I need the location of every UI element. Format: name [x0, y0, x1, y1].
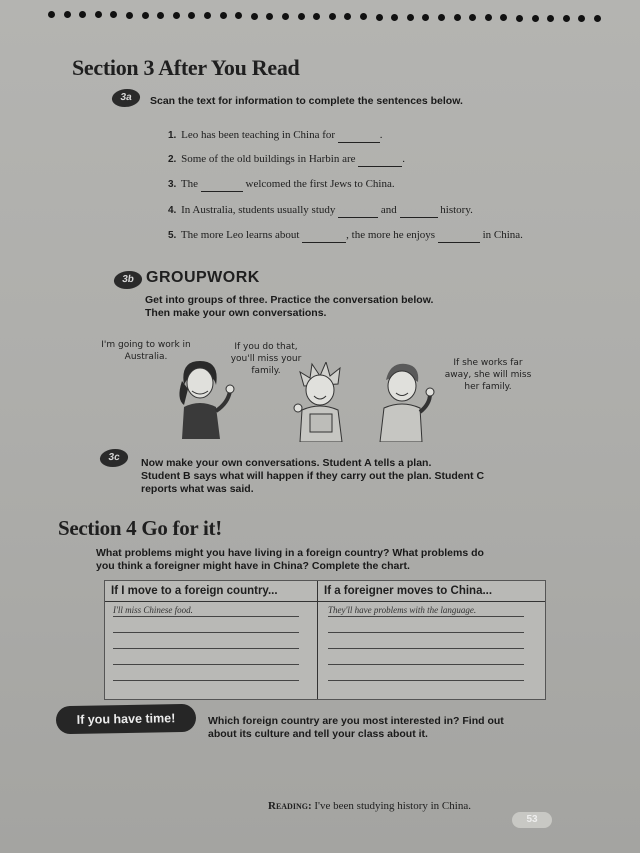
border-dot — [204, 12, 211, 19]
section-3-title: Section 3 After You Read — [72, 55, 300, 80]
chart-column-left — [105, 581, 318, 699]
chart-header-right: If a foreigner moves to China... — [318, 581, 545, 602]
chart-answer-line[interactable] — [328, 653, 524, 665]
border-dot — [235, 12, 242, 19]
bubble-line: If she works far — [453, 358, 523, 368]
sentence-4 — [168, 203, 473, 218]
border-dot — [79, 11, 86, 18]
instruction-3b-line2: Then make your own conversations. — [145, 307, 327, 319]
extra-instruction-line2: about its culture and tell your class about it. — [208, 728, 428, 740]
chart-column-right — [318, 581, 545, 699]
answer-blank[interactable] — [338, 206, 378, 218]
chart-answer-line[interactable] — [113, 653, 299, 665]
border-dot — [516, 15, 523, 22]
bubble-line: her family. — [464, 382, 512, 392]
answer-blank[interactable] — [302, 231, 346, 243]
instruction-3b-line1: Get into groups of three. Practice the conversation below. — [145, 294, 434, 306]
border-dot — [500, 14, 507, 21]
border-dot — [422, 14, 429, 21]
footer-title: I've been studying history in China. — [311, 800, 471, 812]
border-dot — [95, 11, 102, 18]
sentence-1 — [168, 128, 383, 143]
girl-illustration — [170, 355, 240, 440]
border-dot — [344, 13, 351, 20]
sentence-text: welcomed the first Jews to China. — [245, 178, 395, 190]
border-dot — [282, 13, 289, 20]
sentence-text: in China. — [482, 229, 523, 241]
instruction-3c-line2: Student B says what will happen if they carry out the plan. Student C — [141, 470, 485, 482]
if-you-have-time-label: If you have time! — [56, 704, 196, 734]
sentence-number: 3. — [168, 179, 177, 190]
boy-spiky-hair-illustration — [292, 362, 352, 442]
bubble-line: I'm going to work in — [101, 340, 191, 350]
sentence-text: Some of the old buildings in Harbin are — [181, 153, 356, 165]
answer-blank[interactable] — [400, 206, 438, 218]
sentence-number: 2. — [168, 154, 177, 165]
badge-3a: 3a — [111, 89, 142, 107]
sentence-text: . — [379, 129, 383, 141]
dotted-border — [48, 11, 610, 21]
border-dot — [563, 15, 570, 22]
instruction-3a: Scan the text for information to complete the sentences below. — [150, 95, 463, 107]
border-dot — [485, 14, 492, 21]
sentence-number: 5. — [168, 230, 177, 241]
border-dot — [391, 14, 398, 21]
border-dot — [438, 14, 445, 21]
border-dot — [578, 15, 585, 22]
sentence-text: history. — [440, 204, 473, 216]
chart-answer-line[interactable] — [113, 621, 299, 633]
footer-label: Reading: — [268, 800, 312, 812]
border-dot — [407, 14, 414, 21]
sentence-text: The — [180, 178, 199, 190]
sentence-text: . — [402, 153, 406, 165]
page-footer — [268, 800, 471, 812]
border-dot — [48, 11, 55, 18]
border-dot — [220, 12, 227, 19]
border-dot — [360, 13, 367, 20]
instruction-3c-line3: reports what was said. — [141, 483, 254, 495]
border-dot — [454, 14, 461, 21]
border-dot — [266, 13, 273, 20]
bubble-line: If you do that, — [234, 342, 298, 352]
chart-header-left: If I move to a foreign country... — [105, 581, 317, 602]
section-4-title: Section 4 Go for it! — [58, 516, 222, 540]
groupwork-title: GROUPWORK — [146, 269, 260, 286]
border-dot — [594, 15, 601, 22]
sentence-text: and — [380, 204, 397, 216]
bubble-line: you'll miss your — [230, 354, 302, 364]
chart-answer-line[interactable] — [328, 621, 524, 633]
section-4-instruction-line2: you think a foreigner might have in China? Complete the chart. — [96, 560, 410, 572]
sentence-2 — [168, 152, 405, 167]
bubble-line: Australia. — [124, 352, 168, 362]
sentence-number: 4. — [168, 205, 177, 216]
border-dot — [142, 12, 149, 19]
sentence-text: Leo has been teaching in China for — [181, 129, 336, 141]
sentence-number: 1. — [168, 130, 177, 141]
answer-blank[interactable] — [338, 131, 380, 143]
border-dot — [532, 15, 539, 22]
chart-answer-line[interactable] — [113, 637, 299, 649]
instruction-3c-line1: Now make your own conversations. Student A tells a plan. — [141, 457, 432, 469]
speech-bubble-c — [440, 357, 536, 393]
problems-chart — [104, 580, 546, 700]
border-dot — [313, 13, 320, 20]
border-dot — [188, 12, 195, 19]
bubble-line: family. — [251, 366, 281, 376]
border-dot — [157, 12, 164, 19]
chart-answer-line[interactable] — [328, 669, 524, 681]
border-dot — [547, 15, 554, 22]
badge-3b: 3b — [113, 271, 144, 289]
border-dot — [173, 12, 180, 19]
answer-blank[interactable] — [358, 155, 402, 167]
border-dot — [110, 11, 117, 18]
extra-instruction-line1: Which foreign country are you most interested in? Find out — [208, 715, 504, 727]
border-dot — [298, 13, 305, 20]
sentence-5 — [168, 228, 523, 243]
chart-example-right: They'll have problems with the language. — [328, 605, 524, 617]
border-dot — [376, 14, 383, 21]
border-dot — [469, 14, 476, 21]
page-number: 53 — [512, 812, 552, 828]
boy-pointing-illustration — [372, 360, 442, 442]
sentence-text: In Australia, students usually study — [181, 204, 336, 216]
chart-answer-line[interactable] — [113, 669, 299, 681]
badge-3c: 3c — [99, 449, 130, 467]
border-dot — [329, 13, 336, 20]
sentence-text: , the more he enjoys — [346, 229, 436, 241]
section-4-instruction-line1: What problems might you have living in a foreign country? What problems do — [96, 547, 484, 559]
answer-blank[interactable] — [201, 180, 243, 192]
bubble-line: away, she will miss — [444, 370, 532, 380]
border-dot — [126, 12, 133, 19]
sentence-3 — [168, 177, 395, 192]
sentence-text: The more Leo learns about — [180, 229, 300, 241]
border-dot — [64, 11, 71, 18]
chart-example-left: I'll miss Chinese food. — [113, 605, 299, 617]
border-dot — [251, 13, 258, 20]
chart-answer-line[interactable] — [328, 637, 524, 649]
answer-blank[interactable] — [438, 231, 480, 243]
